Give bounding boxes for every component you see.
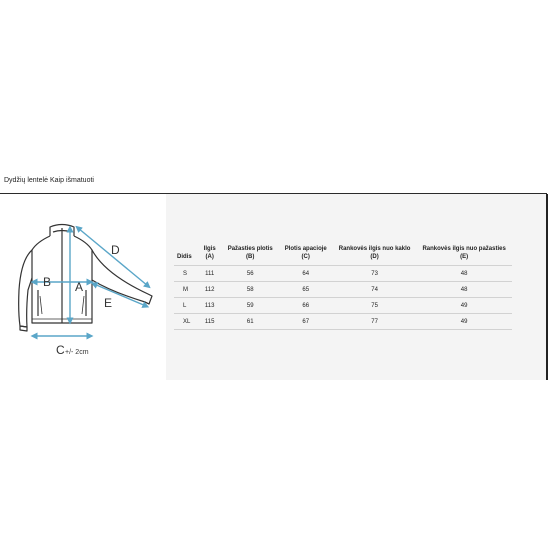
column-header-sleeve-from-neck: Rankovės ilgis nuo kaklo (D) bbox=[338, 246, 411, 260]
label-e: E bbox=[104, 296, 113, 310]
cell-length: 115 bbox=[198, 314, 222, 330]
table-row bbox=[174, 266, 512, 282]
tab-how-to-measure[interactable]: Kaip išmatuoti bbox=[50, 177, 94, 184]
cell-sleeve-from-armpit: 48 bbox=[416, 266, 511, 282]
panel-right-edge bbox=[546, 194, 548, 380]
cell-bottom-width: 65 bbox=[279, 282, 333, 298]
cell-length: 112 bbox=[198, 282, 222, 298]
cell-chest-width: 58 bbox=[222, 282, 279, 298]
tab-size-chart[interactable]: Dydžių lentelė bbox=[4, 177, 48, 184]
tab-bar bbox=[0, 170, 550, 196]
cell-bottom-width: 67 bbox=[279, 314, 333, 330]
size-table bbox=[174, 245, 512, 330]
cell-chest-width: 59 bbox=[222, 298, 279, 314]
cell-sleeve-from-neck: 74 bbox=[333, 282, 417, 298]
cell-bottom-width: 64 bbox=[279, 266, 333, 282]
label-d: D bbox=[111, 243, 120, 257]
column-header-bottom-width: Plotis apacioje (C) bbox=[284, 246, 327, 260]
table-row bbox=[174, 298, 512, 314]
label-c: C bbox=[56, 343, 65, 357]
cell-chest-width: 56 bbox=[222, 266, 279, 282]
measure-e-line bbox=[94, 284, 146, 306]
cell-size: XL bbox=[174, 314, 198, 330]
cell-size: M bbox=[174, 282, 198, 298]
cell-sleeve-from-armpit: 48 bbox=[416, 282, 511, 298]
column-header-sleeve-from-armpit: Rankovės ilgis nuo pažasties (E) bbox=[422, 246, 506, 260]
label-a: A bbox=[75, 280, 84, 294]
measure-d-line bbox=[78, 228, 148, 286]
jacket-measurement-diagram bbox=[0, 218, 166, 368]
cell-sleeve-from-neck: 75 bbox=[333, 298, 417, 314]
cell-bottom-width: 66 bbox=[279, 298, 333, 314]
table-row bbox=[174, 282, 512, 298]
cell-sleeve-from-armpit: 49 bbox=[416, 298, 511, 314]
cell-sleeve-from-neck: 73 bbox=[333, 266, 417, 282]
column-header-length: Ilgis (A) bbox=[203, 246, 216, 260]
cell-sleeve-from-neck: 77 bbox=[333, 314, 417, 330]
column-header-size: Didis bbox=[177, 254, 192, 260]
tab-content bbox=[0, 194, 547, 380]
cell-chest-width: 61 bbox=[222, 314, 279, 330]
table-row bbox=[174, 314, 512, 330]
label-b: B bbox=[43, 275, 52, 289]
measurement-lines bbox=[34, 228, 148, 336]
tolerance-note: +/- 2cm bbox=[65, 349, 89, 356]
cell-size: S bbox=[174, 266, 198, 282]
column-header-chest-width: Pažasties plotis (B) bbox=[227, 246, 273, 260]
cell-length: 111 bbox=[198, 266, 222, 282]
table-header-row bbox=[174, 245, 512, 266]
cell-length: 113 bbox=[198, 298, 222, 314]
cell-sleeve-from-armpit: 49 bbox=[416, 314, 511, 330]
jacket-outline bbox=[19, 225, 152, 332]
cell-size: L bbox=[174, 298, 198, 314]
